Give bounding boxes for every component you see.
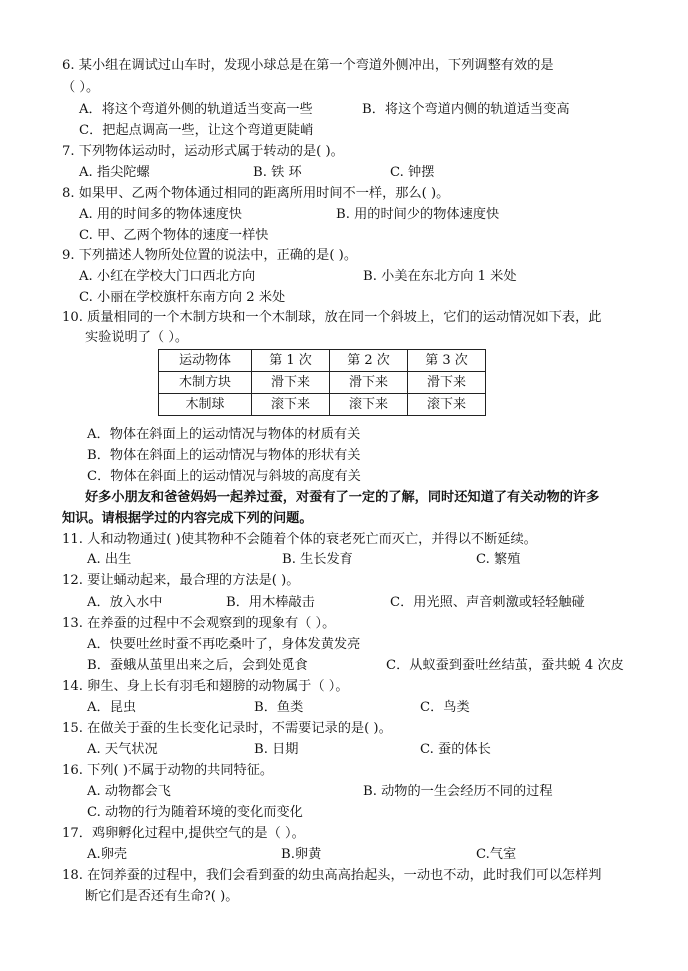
q15-option-a: A. 天气状况: [87, 742, 158, 757]
q8-option-b: B. 用的时间少的物体速度快: [336, 207, 500, 222]
q15-stem: 15. 在做关于蚕的生长变化记录时，不需要记录的是( )。: [62, 721, 392, 736]
q6-paren: （ ）。: [62, 80, 100, 95]
q16-option-a: A. 动物都会飞: [87, 784, 171, 799]
section-intro-line1: 好多小朋友和爸爸妈妈一起养过蚕，对蚕有了一定的了解，同时还知道了有关动物的许多: [85, 490, 600, 505]
q9-option-a: A. 小红在学校大门口西北方向: [79, 269, 256, 284]
q11-option-a: A. 出生: [87, 552, 132, 567]
table-header-cell: 第 3 次: [408, 350, 486, 372]
q17-option-b: B.卵黄: [281, 847, 322, 862]
table-row: [159, 394, 486, 416]
table-cell: 滚下来: [330, 394, 408, 416]
q15-option-b: B. 日期: [254, 742, 299, 757]
table-cell: 滑下来: [330, 372, 408, 394]
experiment-table: [158, 349, 486, 416]
q17-stem: 17．鸡卵孵化过程中,提供空气的是（ ）。: [62, 826, 305, 841]
table-header-cell: 第 2 次: [330, 350, 408, 372]
q8-stem: 8. 如果甲、乙两个物体通过相同的距离所用时间不一样，那么( )。: [62, 186, 450, 201]
q6-option-a: A．将这个弯道外侧的轨道适当变高一些: [79, 102, 313, 117]
q14-option-a: A．昆虫: [87, 700, 137, 715]
table-cell: 木制方块: [159, 372, 252, 394]
q12-option-b: B．用木棒敲击: [226, 595, 315, 610]
table-header-cell: 第 1 次: [252, 350, 330, 372]
q11-option-b: B. 生长发育: [282, 552, 353, 567]
table-cell: 滑下来: [252, 372, 330, 394]
q11-stem: 11. 人和动物通过( )使其物种不会随着个体的衰老死亡而灭亡，并得以不断延续。: [62, 532, 537, 547]
q6-option-b: B．将这个弯道内侧的轨道适当变高: [362, 102, 570, 117]
q10-option-b: B．物体在斜面上的运动情况与物体的形状有关: [87, 448, 361, 463]
q12-option-c: C．用光照、声音刺激或轻轻触碰: [390, 595, 585, 610]
q9-stem: 9. 下列描述人物所处位置的说法中，正确的是( )。: [62, 248, 358, 263]
table-row: [159, 372, 486, 394]
q14-option-c: C．鸟类: [420, 700, 470, 715]
q12-option-a: A．放入水中: [87, 595, 163, 610]
q7-option-a: A. 指尖陀螺: [79, 165, 150, 180]
q15-option-c: C. 蚕的体长: [420, 742, 491, 757]
q17-option-c: C.气室: [476, 847, 517, 862]
q7-stem: 7. 下列物体运动时，运动形式属于转动的是( )。: [62, 144, 344, 159]
q10-stem-line2: 实验说明了（ ）。: [85, 330, 189, 345]
table-cell: 木制球: [159, 394, 252, 416]
q18-stem-line1: 18. 在饲养蚕的过程中，我们会看到蚕的幼虫高高抬起头，一动也不动，此时我们可以怎样判: [62, 868, 602, 883]
q8-option-c: C. 甲、乙两个物体的速度一样快: [79, 228, 269, 243]
q13-option-b: B．蚕蛾从茧里出来之后，会到处觅食: [87, 658, 308, 673]
q10-option-c: C．物体在斜面上的运动情况与斜坡的高度有关: [87, 469, 361, 484]
q9-option-b: B. 小美在东北方向 1 米处: [363, 269, 517, 284]
q9-option-c: C. 小丽在学校旗杆东南方向 2 米处: [79, 290, 286, 305]
q16-option-c: C. 动物的行为随着环境的变化而变化: [87, 805, 303, 820]
q10-stem-line1: 10. 质量相同的一个木制方块和一个木制球，放在同一个斜坡上，它们的运动情况如下表，此: [62, 310, 602, 325]
q11-option-c: C. 繁殖: [476, 552, 521, 567]
table-header-cell: 运动物体: [159, 350, 252, 372]
q17-option-a: A.卵壳: [87, 847, 128, 862]
q13-option-a: A．快要吐丝时蚕不再吃桑叶了，身体发黄发亮: [87, 637, 361, 652]
q16-option-b: B. 动物的一生会经历不同的过程: [363, 784, 553, 799]
table-cell: 滑下来: [408, 372, 486, 394]
q13-option-c: C．从蚁蚕到蚕吐丝结茧，蚕共蜕 4 次皮: [386, 658, 624, 673]
section-intro-line2: 知识。请根据学过的内容完成下列的问题。: [62, 511, 313, 526]
q7-option-c: C. 钟摆: [390, 165, 435, 180]
table-header-row: [159, 350, 486, 372]
q12-stem: 12. 要让蛹动起来，最合理的方法是( )。: [62, 573, 300, 588]
q6-option-c: C．把起点调高一些，让这个弯道更陡峭: [79, 123, 314, 138]
q7-option-b: B. 铁 环: [253, 165, 302, 180]
q13-stem: 13. 在养蚕的过程中不会观察到的现象有（ ）。: [62, 616, 336, 631]
q8-option-a: A. 用的时间多的物体速度快: [79, 207, 242, 222]
table-cell: 滚下来: [252, 394, 330, 416]
table-cell: 滚下来: [408, 394, 486, 416]
q14-option-b: B．鱼类: [254, 700, 304, 715]
q6-stem: 6. 某小组在调试过山车时，发现小球总是在第一个弯道外侧冲出，下列调整有效的是: [62, 58, 554, 73]
q16-stem: 16. 下列( )不属于动物的共同特征。: [62, 763, 274, 778]
q10-option-a: A．物体在斜面上的运动情况与物体的材质有关: [87, 427, 361, 442]
q18-stem-line2: 断它们是否还有生命?( )。: [85, 889, 239, 904]
q14-stem: 14. 卵生、身上长有羽毛和翅膀的动物属于（ ）。: [62, 679, 349, 694]
